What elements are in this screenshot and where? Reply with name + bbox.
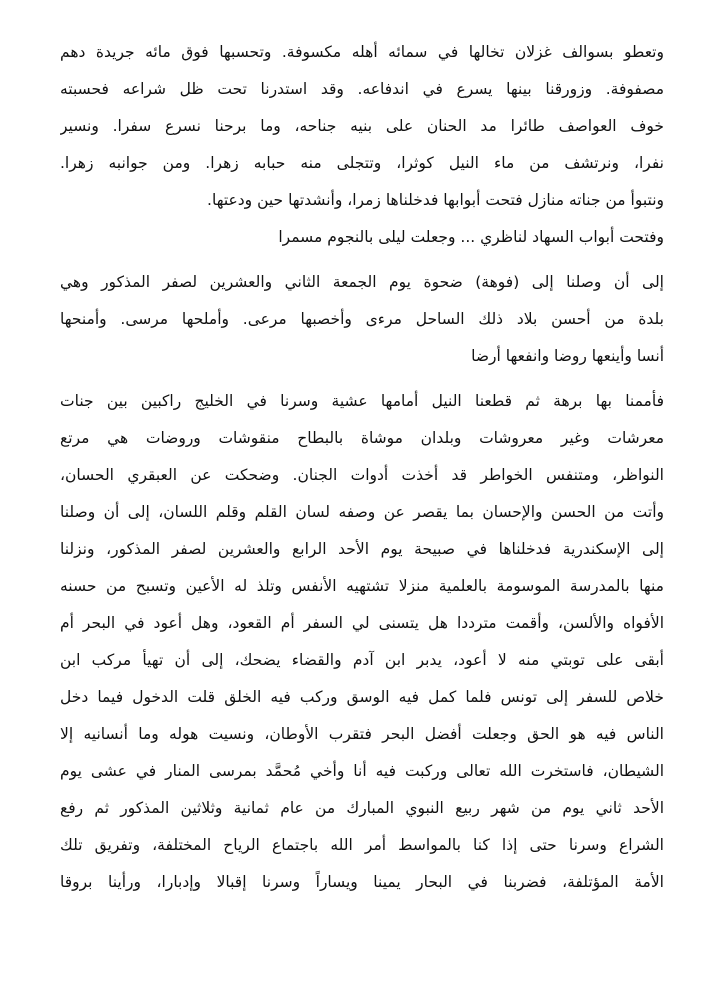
text-line: الشيطان، فاستخرت الله تعالى وركبت فيه أنا وأخي مُحمَّد بمرسى المنار في عشى يوم (60, 762, 664, 780)
text-line: الأحد ثاني يوم من شهر ربيع النبوي المبارك من عام ثمانية وثلاثين المذكور ثم رفع (60, 799, 664, 817)
paragraph-gap (60, 375, 664, 383)
paragraph-gap (60, 256, 664, 264)
text-line: وأتت من الحسن والإحسان بما يقصر عن وصفه لسان القلم وقلم اللسان، إلى أن وصلنا (60, 503, 664, 521)
text-line: أبقى على توبتي منه لا أعود، يدبر ابن آدم والقضاء يضحك، إلى أن تهيأ مركب ابن (60, 651, 664, 669)
text-line: بلدة من أحسن بلاد ذلك الساحل مرءى وأخصبها مرعى. وأملحها مرسى. وأمنحها (60, 310, 664, 328)
text-line: وتعطو بسوالف غزلان تخالها في سمائه أهله مكسوفة. وتحسبها فوق مائه جريدة دهم (60, 43, 664, 61)
text-line: منها بالمدرسة الموسومة بالعلمية منزلا تشتهيه الأنفس وتلذ له الأعين وتسبح من حسنه (60, 577, 664, 595)
text-line: مصفوفة. وزورقنا بينها يسرع في اندفاعه. وقد استدرنا تحت ظل شراعه فحسبته (60, 80, 664, 98)
text-line: الأمة المؤتلفة، فضربنا في البحار يمينا ويساراً وسرنا إقبالا وإدبارا، ورأينا بروقا (60, 873, 664, 891)
paragraph-2 (60, 264, 664, 375)
text-line: الناس فيه هو الحق وجعلت أفضل البحر فتقرب الأوطان، ونسيت هوله وما أنسانيه إلا (60, 725, 664, 743)
text-line: خوف العواصف طائرا مد الحنان على بنيه جناحه، وما برحنا نسرع سفرا. ونسير (60, 117, 664, 135)
paragraph-1 (60, 34, 664, 256)
text-line: إلى الإسكندرية فدخلناها في صبيحة يوم الأحد الرابع والعشرين لصفر المذكور، ونزلنا (60, 540, 664, 558)
text-line: إلى أن وصلنا إلى (فوهة) ضحوة يوم الجمعة الثاني والعشرين لصفر المذكور وهي (60, 273, 664, 291)
document-page (60, 34, 664, 901)
text-line: أنسا وأينعها روضا وانفعها أرضا (471, 347, 664, 365)
text-line: خلاص للسفر إلى تونس فلما كمل فيه الوسق وركب فيه الخلق قلت الدخول فيما دخل (60, 688, 664, 706)
text-line: النواظر، ومتنفس الخواطر قد أخذت أدوات الجنان. وضحكت عن العبقري الحسان، (60, 466, 664, 484)
text-line: نفرا، ونرتشف من ماء النيل كوثرا، وتتجلى منه حبابه زهرا. ومن جوانبه زهرا. (60, 154, 664, 172)
text-line: الشراع وسرنا حتى إذا كنا بالمواسط أمر الله باجتماع الرياح المختلفة، وتفريق تلك (60, 836, 664, 854)
paragraph-3 (60, 383, 664, 901)
text-line: معرشات وغير معروشات وبلدان موشاة بالبطاح منقوشات وروضات هي مرتع (60, 429, 664, 447)
text-line: فأممنا بها برهة ثم قطعنا النيل أمامها عشية وسرنا في الخليج راكبين بين جنات (60, 392, 664, 410)
poetry-line: وفتحت أبواب السهاد لناظري ... وجعلت ليلى بالنجوم مسمرا (278, 228, 664, 246)
text-line: الأفواه والألسن، وأقمت مترددا هل يتسنى لي السفر أم القعود، وهل أعود في البحر أم (60, 614, 664, 632)
text-line: ونتبوأ من جناته منازل فتحت أبوابها فدخلناها زمرا، وأنشدتها حين ودعتها. (207, 191, 664, 209)
